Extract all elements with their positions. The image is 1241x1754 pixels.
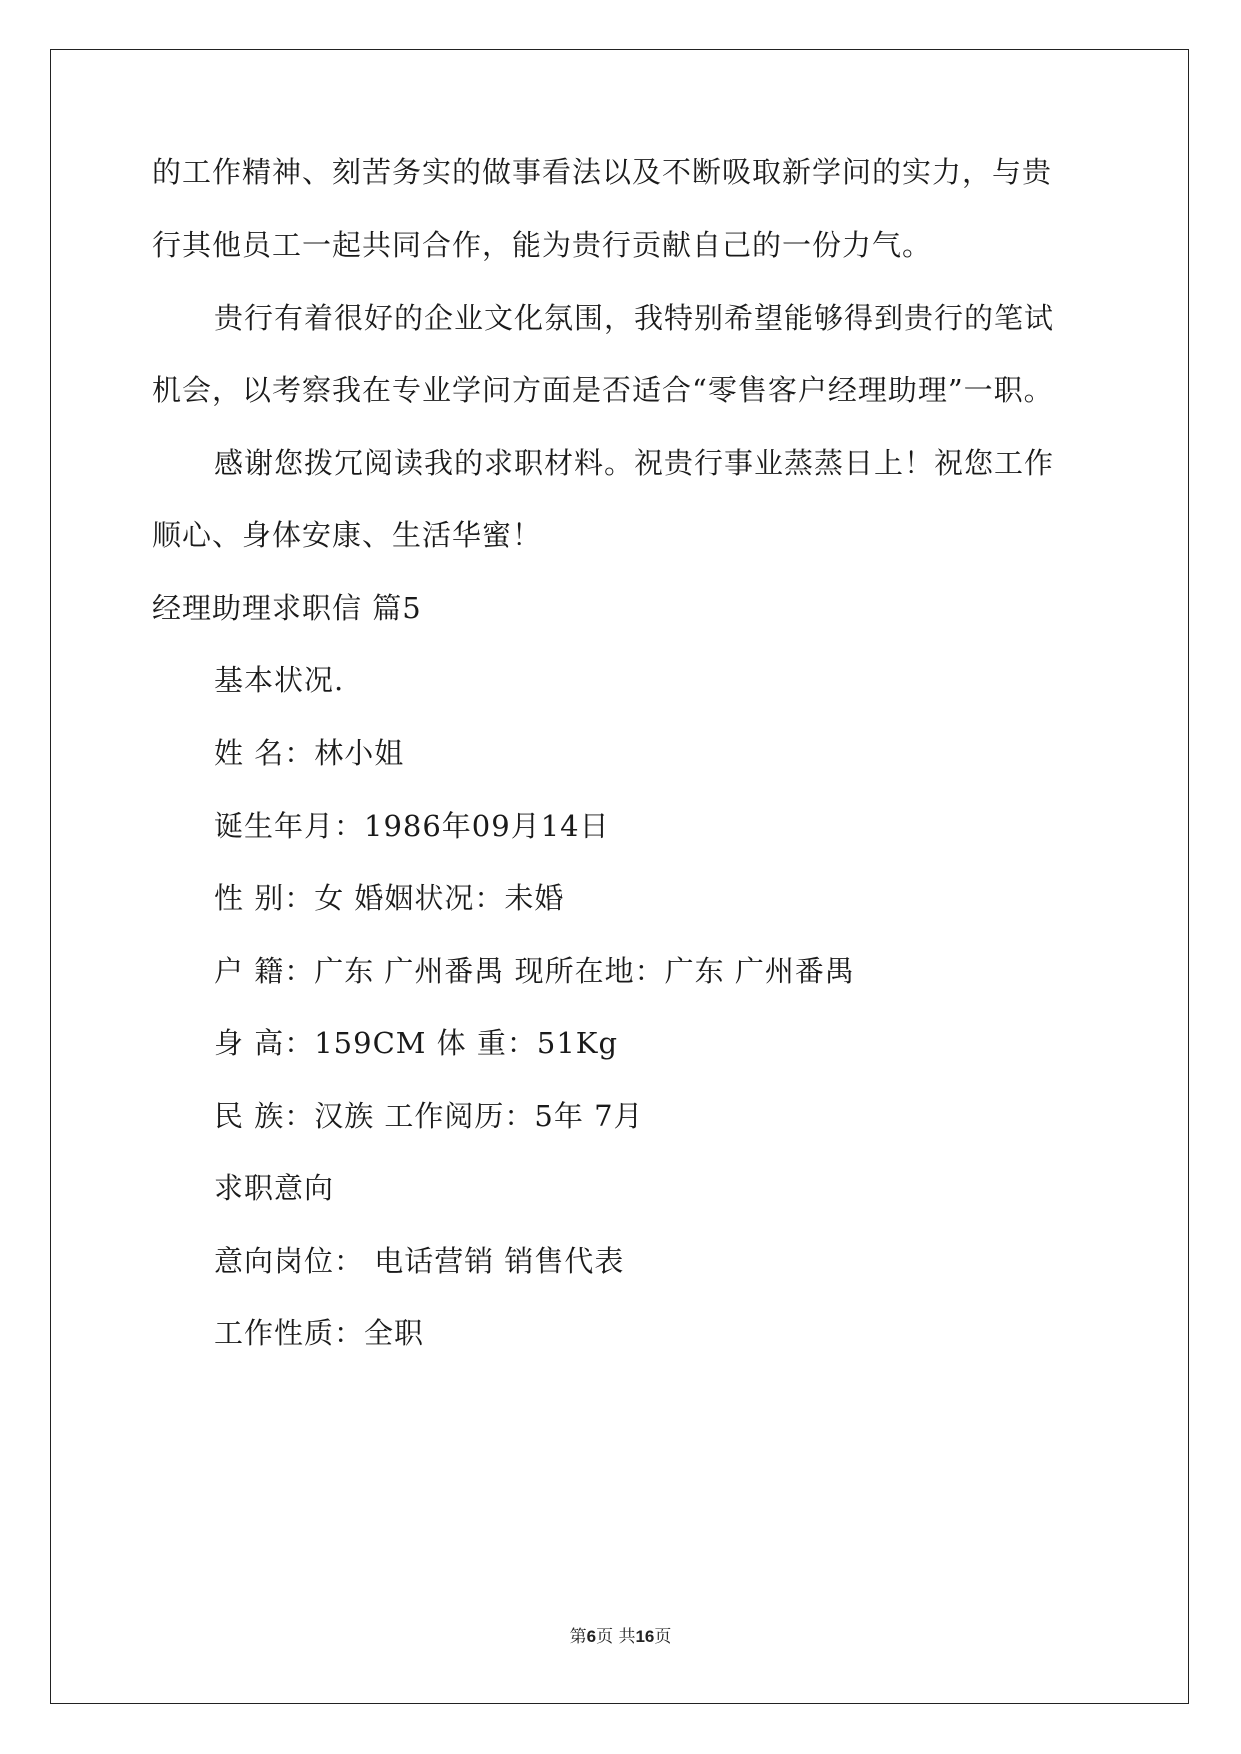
page-footer bbox=[0, 1626, 1241, 1648]
paragraph-line: 贵行有着很好的企业文化氛围，我特别希望能够得到贵行的笔试 bbox=[214, 301, 1055, 335]
paragraph-line: 机会，以考察我在专业学问方面是否适合“零售客户经理助理”一职。 bbox=[152, 373, 1054, 407]
page-mid: 页 共 bbox=[596, 1627, 636, 1647]
info-line: 工作性质：全职 bbox=[214, 1316, 425, 1350]
info-line: 户 籍：广东 广州番禺 现所在地：广东 广州番禺 bbox=[214, 954, 855, 988]
info-line: 诞生年月：1986年09月14日 bbox=[214, 809, 610, 843]
page-prefix: 第 bbox=[569, 1627, 587, 1647]
info-line: 求职意向 bbox=[214, 1171, 335, 1205]
info-line: 民 族：汉族 工作阅历：5年 7月 bbox=[214, 1099, 644, 1133]
info-line: 姓 名：林小姐 bbox=[214, 736, 405, 770]
page-current: 6 bbox=[586, 1627, 597, 1646]
info-line: 性 别：女 婚姻状况：未婚 bbox=[214, 881, 565, 915]
paragraph-line: 顺心、身体安康、生活华蜜！ bbox=[152, 518, 543, 552]
info-line: 身 高：159CM 体 重：51Kg bbox=[214, 1026, 619, 1060]
page-suffix: 页 bbox=[654, 1627, 672, 1647]
info-line: 基本状况. bbox=[214, 663, 345, 697]
page-total: 16 bbox=[635, 1627, 655, 1646]
section-heading: 经理助理求职信 篇5 bbox=[152, 591, 422, 625]
paragraph-line: 的工作精神、刻苦务实的做事看法以及不断吸取新学问的实力，与贵 bbox=[152, 155, 1053, 189]
info-line: 意向岗位： 电话营销 销售代表 bbox=[214, 1244, 625, 1278]
paragraph-line: 感谢您拨冗阅读我的求职材料。祝贵行事业蒸蒸日上！祝您工作 bbox=[214, 446, 1055, 480]
paragraph-line: 行其他员工一起共同合作，能为贵行贡献自己的一份力气。 bbox=[152, 228, 933, 262]
